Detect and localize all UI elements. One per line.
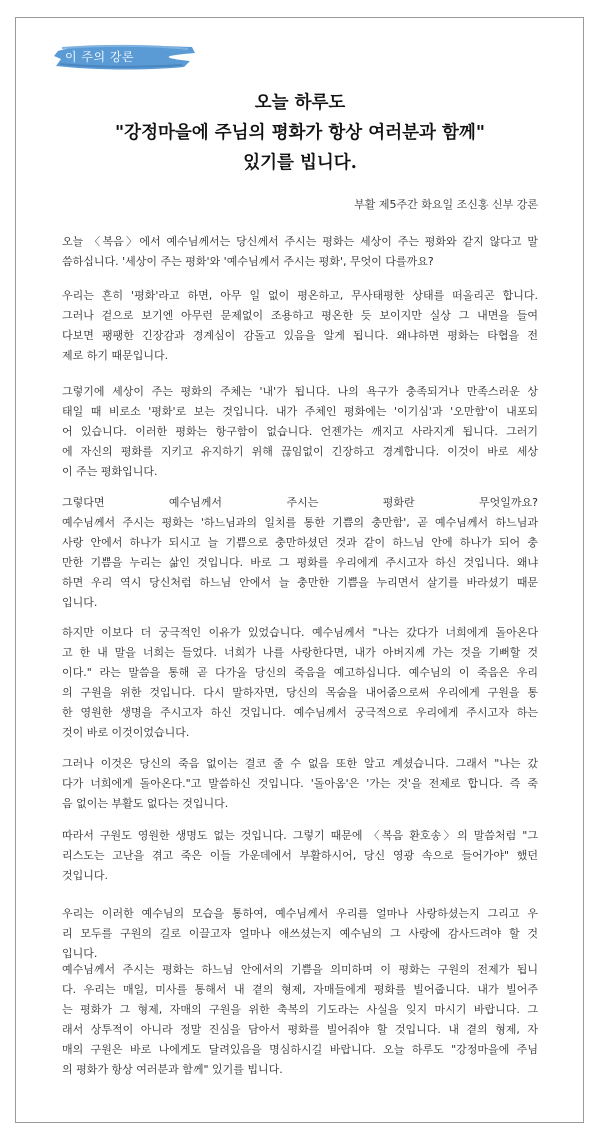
text-line: 음 없이는 부활도 없다는 것입니다. xyxy=(62,797,229,810)
paragraph xyxy=(62,960,538,1080)
headline-line-3: 있기를 빕니다. xyxy=(243,153,357,173)
text-line: 다가 너희에게 돌아온다."고 말씀하신 것입니다. '돌아옴'은 '가는 것'을 전제로 합니다. 즉 죽 xyxy=(62,777,538,790)
text-line: 예수님께서 주시는 평화는 '하느님과의 일치를 통한 기쁨의 충만함', 곧 예수님께서 하느님과 xyxy=(62,516,538,529)
text-line: 것이 바로 이것이었습니다. xyxy=(62,726,190,739)
headline-line-2: "강정마을에 주님의 평화가 항상 여러분과 함께" xyxy=(115,123,485,143)
text-line: 이다." 라는 말씀을 통해 곧 다가올 당신의 죽음을 예고하십니다. 예수님의 이 죽음은 우리 xyxy=(62,666,538,679)
text-line: 우리는 흔히 '평화'라고 하면, 아무 일 없이 평온하고, 무사태평한 상태를 떠올리곤 합니다. xyxy=(62,289,538,302)
text-line: 태일 때 비로소 '평화'로 보는 것입니다. 내가 주체인 평화에는 '이기심'과 '오만함'이 내포되 xyxy=(62,405,538,418)
text-line: 입니다. xyxy=(62,596,98,609)
text-line: 제로 하기 때문입니다. xyxy=(62,349,169,362)
text-line: 어 있습니다. 이러한 평화는 항구함이 없습니다. 언젠가는 깨지고 사라지게 됩니다. 그러기 xyxy=(62,425,538,438)
text-line: 매의 구원은 바로 나에게도 달려있음을 명심하시길 바랍니다. 오늘 하루도 "강정마을에 주님 xyxy=(62,1043,538,1056)
text-line: 의 구원을 위한 것입니다. 다시 말하자면, 당신의 목숨을 내어줌으로써 우리에게 구원을 통 xyxy=(62,686,538,699)
text-line: 리 모두를 구원의 길로 이끌고자 얼마나 애쓰셨는지 예수님의 그 사랑에 감사드려야 할 것 xyxy=(62,927,538,940)
byline: 부활 제5주간 화요일 조신홍 신부 강론 xyxy=(354,198,538,211)
text-line: 그렇다면 예수님께서 주시는 평화란 무엇일까요? xyxy=(62,496,538,509)
text-line: 사랑 안에서 하나가 되시고 늘 기쁨으로 충만하셨던 것과 같이 하느님 안에 하나가 되어 충 xyxy=(62,536,538,549)
text-line: 한 영원한 생명을 주시고자 하신 것입니다. 예수님께서 궁극적으로 우리에게 주시고자 하는 xyxy=(62,706,538,719)
text-line: 다보면 팽팽한 긴장감과 경계심이 감돌고 있음을 알게 됩니다. 왜냐하면 평화는 타협을 전 xyxy=(62,329,538,342)
section-badge-label: 이 주의 강론 xyxy=(65,50,135,64)
text-line: 만한 기쁨을 누리는 삶인 것입니다. 바로 그 평화를 우리에게 주시고자 하신 것입니다. 왜냐 xyxy=(62,556,538,569)
text-line: 것입니다. xyxy=(62,869,109,882)
text-line: 따라서 구원도 영원한 생명도 없는 것입니다. 그렇기 때문에 〈복음 환호송〉의 말씀처럼 "그 xyxy=(62,829,538,842)
text-line: 래서 상투적이 아니라 정말 진심을 담아서 평화를 빌어줘야 할 것입니다. 내 곁의 형제, 자 xyxy=(62,1023,538,1036)
text-line: 는 평화가 그 형제, 자매의 구원을 위한 축복의 기도라는 사실을 잊지 마시기 바랍니다. 그 xyxy=(62,1003,538,1016)
text-line: 에 자신의 평화를 지키고 유지하기 위해 끊임없이 긴장하고 경계합니다. 이것이 바로 세상 xyxy=(62,445,538,458)
text-line: 고 한 내 말을 너희는 들었다. 너희가 나를 사랑한다면, 내가 아버지께 가는 것을 기뻐할 것 xyxy=(62,646,538,659)
paragraph xyxy=(62,904,538,964)
text-line: 리스도는 고난을 겪고 죽은 이들 가운데에서 부활하시어, 당신 영광 속으로 들어가야" 했던 xyxy=(62,849,538,862)
paragraph xyxy=(62,754,538,814)
text-line: 그러나 이것은 당신의 죽음 없이는 결코 줄 수 없음 또한 알고 계셨습니다. 그래서 "나는 갔 xyxy=(62,757,538,770)
text-line: 하면 우리 역시 당신처럼 하느님 안에서 늘 충만한 기쁨을 누리면서 살기를 바라셨기 때문 xyxy=(62,576,538,589)
text-line: 그러나 겉으로 보기엔 아무런 문제없이 조용하고 평온한 듯 보이지만 실상 그 내면을 들여 xyxy=(62,309,538,322)
section-badge xyxy=(52,39,198,74)
text-line: 오늘 〈복음〉에서 예수님께서는 당신께서 주시는 평화는 세상이 주는 평화와 같지 않다고 말 xyxy=(62,235,538,248)
text-line: 하지만 이보다 더 궁극적인 이유가 있었습니다. 예수님께서 "나는 갔다가 너희에게 돌아온다 xyxy=(62,626,538,639)
text-line: 의 평화가 항상 여러분과 함께" 있기를 빕니다. xyxy=(62,1063,283,1076)
paragraph xyxy=(62,493,538,613)
text-line: 그렇기에 세상이 주는 평화의 주체는 '내'가 됩니다. 나의 욕구가 충족되거나 만족스러운 상 xyxy=(62,385,538,398)
paragraph xyxy=(62,382,538,482)
text-line: 다. 우리는 매일, 미사를 통해서 내 곁의 형제, 자매들에게 평화를 빌어줍니다. 내가 빌어주 xyxy=(62,983,538,996)
paragraph xyxy=(62,623,538,743)
headline-line-1: 오늘 하루도 xyxy=(254,93,346,113)
text-line: 이 주는 평화입니다. xyxy=(62,465,158,478)
paragraph xyxy=(62,286,538,366)
text-line: 입니다. xyxy=(62,947,98,960)
paragraph xyxy=(62,826,538,886)
text-line: 씀하십니다. '세상이 주는 평화'와 '예수님께서 주시는 평화', 무엇이 다를까요? xyxy=(62,255,434,268)
text-line: 우리는 이러한 예수님의 모습을 통하여, 예수님께서 우리를 얼마나 사랑하셨는지 그리고 우 xyxy=(62,907,538,920)
paragraph xyxy=(62,232,538,272)
text-line: 예수님께서 주시는 평화는 하느님 안에서의 기쁨을 의미하며 이 평화는 구원의 전제가 됩니 xyxy=(62,963,538,976)
